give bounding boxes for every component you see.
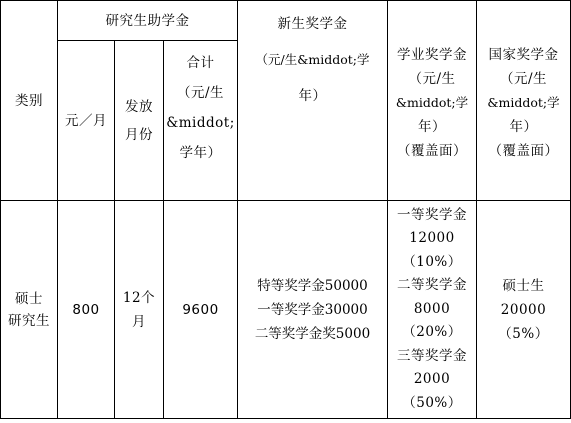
row-months [115, 201, 163, 418]
row-national-item: 20000 [500, 301, 547, 318]
row-category [1, 201, 57, 418]
row-national [477, 201, 570, 418]
header-national-line5: （覆盖面） [488, 143, 559, 159]
row-academic [388, 201, 476, 418]
header-academic-line3: &middot;学 [395, 95, 469, 110]
row-academic-item: 12000 [409, 230, 455, 247]
row-monthly-value: 800 [72, 301, 100, 318]
row-academic-item: （10%） [402, 253, 462, 270]
row-monthly [58, 201, 114, 418]
row-freshman-item: 特等奖学金50000 [257, 277, 368, 294]
header-national-line1: 国家奖学金 [488, 47, 559, 63]
row-category-line2: 研究生 [8, 312, 50, 329]
header-national-line4: 年） [509, 119, 538, 135]
header-freshman-line2: （元/生&middot;学 [255, 52, 370, 67]
header-monthly [58, 41, 114, 200]
row-academic-item: （20%） [402, 324, 462, 341]
row-national-item: 硕士生 [502, 277, 545, 294]
row-total [164, 201, 237, 418]
row-national-item: （5%） [498, 325, 549, 342]
row-academic-item: 三等奖学金 [397, 347, 467, 364]
header-stipend-group-text: 研究生助学金 [105, 12, 190, 29]
header-months [115, 41, 163, 200]
header-total-line2: （元/生 [176, 85, 225, 101]
header-national-line2: （元/生 [499, 71, 548, 87]
header-academic-line4: 年） [418, 119, 446, 135]
row-freshman-item: 二等奖学金奖5000 [254, 325, 371, 342]
header-total-line3: &middot; [166, 115, 235, 131]
header-academic-line5: （覆盖面） [397, 143, 467, 159]
header-category [1, 1, 57, 200]
header-monthly-text: 元／月 [65, 112, 107, 129]
header-academic-line1: 学业奖学金 [397, 47, 467, 63]
row-months-line2: 月 [132, 313, 146, 330]
row-academic-item: （50%） [402, 394, 462, 411]
header-national-line3: &middot;学 [487, 95, 560, 110]
header-freshman-line3: 年） [298, 88, 327, 104]
header-academic-line2: （元/生 [408, 71, 456, 87]
header-months-line2: 月份 [125, 126, 153, 143]
header-total [164, 48, 237, 200]
row-academic-item: 2000 [413, 371, 451, 388]
table-border-bottom [0, 418, 571, 419]
row-months-line1: 12个 [122, 289, 156, 306]
row-academic-item: 二等奖学金 [397, 277, 467, 294]
header-months-line1: 发放 [125, 98, 153, 115]
header-total-line4: 学年） [179, 145, 222, 161]
row-freshman [238, 201, 387, 418]
header-national [477, 43, 570, 200]
row-category-line1: 硕士 [15, 290, 43, 307]
row-academic-item: 8000 [413, 300, 451, 317]
row-total-value: 9600 [182, 301, 219, 318]
row-freshman-item: 一等奖学金30000 [257, 301, 368, 318]
header-stipend-group [58, 1, 237, 40]
header-category-text: 类别 [15, 92, 43, 109]
header-total-line1: 合计 [186, 55, 215, 71]
row-academic-item: 一等奖学金 [397, 206, 467, 223]
header-academic [388, 43, 476, 200]
header-freshman [238, 6, 387, 200]
header-freshman-line1: 新生奖学金 [277, 16, 348, 32]
